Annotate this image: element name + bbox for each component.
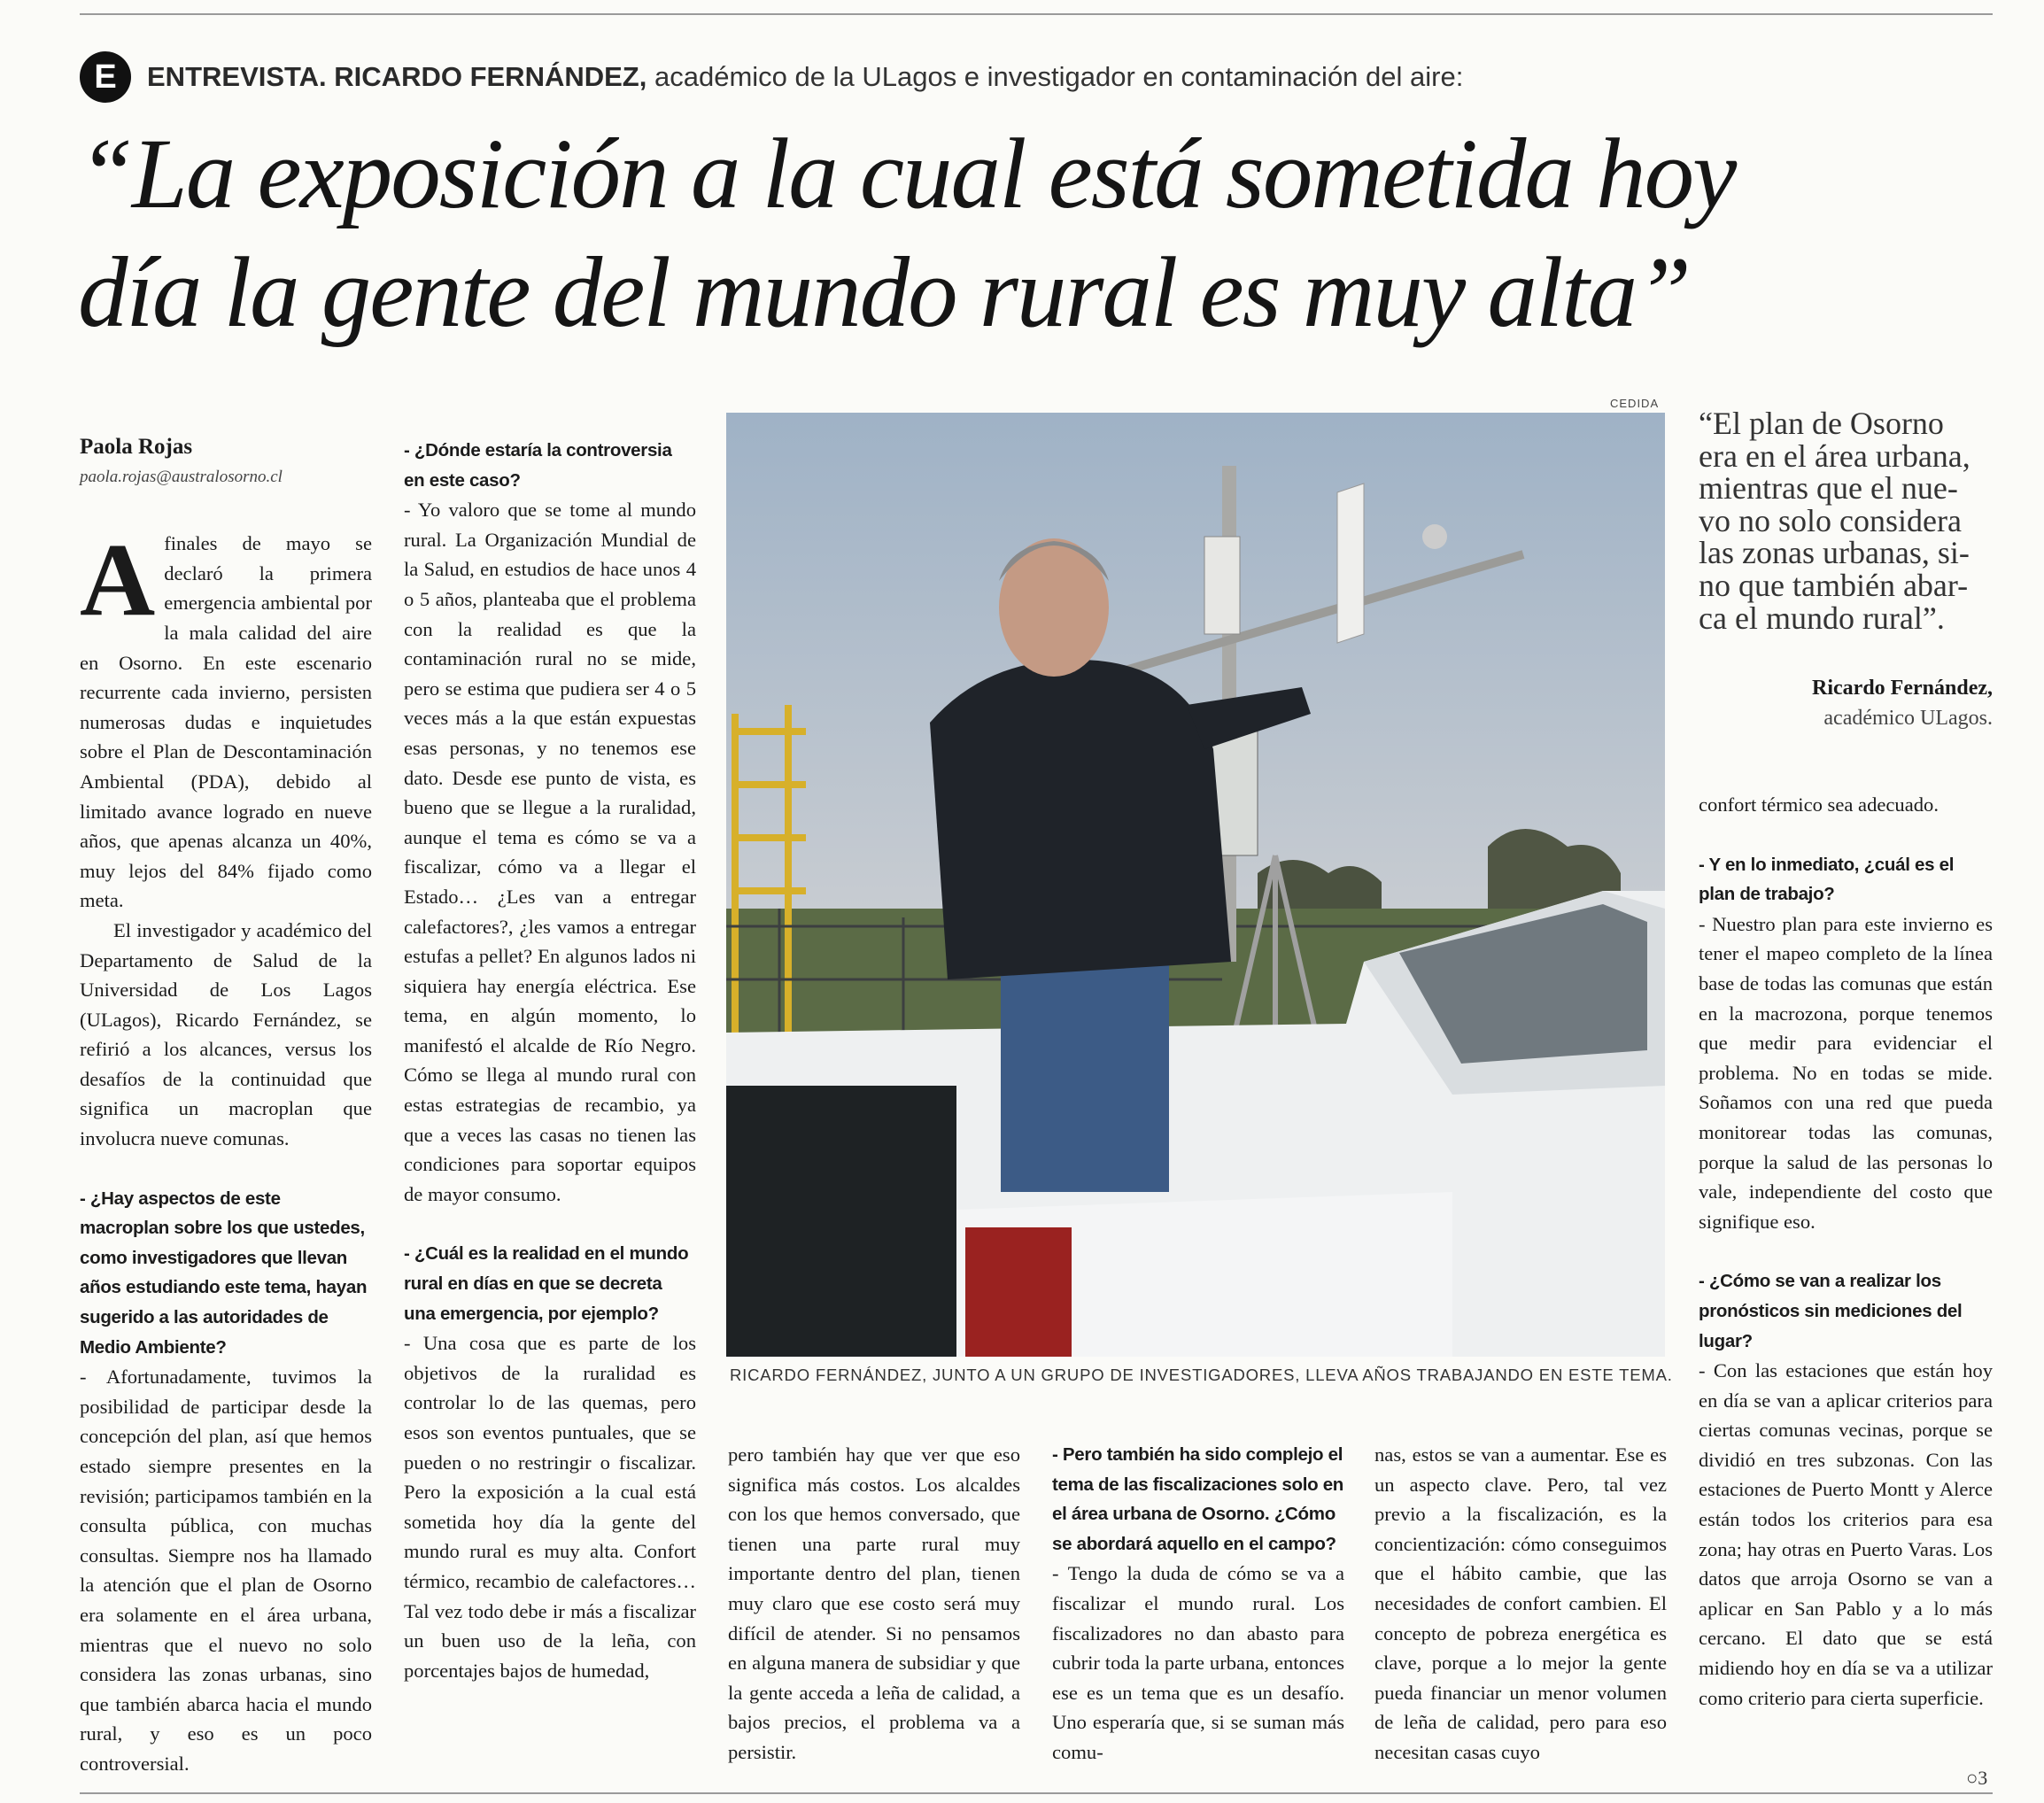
- answer-1: - Afortunadamente, tuvimos la posibilidad de participar desde la concepción del plan, así que hemos estado siempre presentes en la revisión; participamos también en la consulta pública, con muchas consultas. Siempre nos ha llamado la atención que el plan de Osorno era solamente en el área urbana, mientras que el nuevo no solo considera las zonas urbanas, sino que también abarca hacia el mundo rural, y eso es un poco controversial.: [80, 1366, 372, 1775]
- question-6: - ¿Cómo se van a realizar los pronósticos sin mediciones del lugar?: [1699, 1271, 1963, 1351]
- section-badge: E: [80, 51, 131, 103]
- column-5: [1374, 1440, 1667, 1768]
- tail-light: [965, 1227, 1072, 1357]
- paragraph-2: El investigador y académico del Departamento de Salud de la Universidad de Los Lagos (ULagos), Ricardo Fernández, se refirió a los alcances, versus los desafíos de la continuidad que significa un macroplan que involucra nueve comunas.: [80, 918, 372, 1150]
- headline-line-1: “La exposición a la cual está sometida hoy: [78, 119, 1736, 229]
- column-2: [404, 436, 696, 1685]
- photo-caption: RICARDO FERNÁNDEZ, JUNTO A UN GRUPO DE INVESTIGADORES, LLEVA AÑOS TRABAJANDO EN ESTE TEMA.: [730, 1366, 1673, 1384]
- continuation-line: confort térmico sea adecuado.: [1699, 793, 1939, 816]
- photo-credit: CEDIDA: [1610, 397, 1660, 410]
- pull-quote: [1699, 407, 2000, 634]
- answer-2: - Yo valoro que se tome al mundo rural. La Organización Mundial de la Salud, en estudios de hace unos 4 o 5 años, planteaba que el problema con la realidad es que la contaminación rural no se mide, pero se estima que pudiera ser 4 o 5 veces más a la que están expuestas esas personas, y no tenemos ese dato. Desde ese punto de vista, es bueno que se llegue a la ruralidad, aunque el tema es cómo se va a fiscalizar, cómo va a llegar el Estado… ¿Les van a entregar calefactores?, ¿les vamos a entregar estufas a pellet? En algunos lados ni siquiera hay energía eléctrica. Ese tema, en algún momento, lo manifestó el alcalde de Río Negro. Cómo se llega al mundo rural con estas estrategias de recambio, ya que a veces las casas no tienen las condiciones para soportar equipos de mayor consumo.: [404, 499, 696, 1205]
- pull-quote-title: académico ULagos.: [1823, 707, 1993, 730]
- answer-6: - Con las estaciones que están hoy en día se van a aplicar criterios para ciertas comunas vecinas, porque se dividió en tres subzonas. Con las estaciones de Puerto Montt y Alerce están todos los criterios para esa zona; hay otras en Puerto Varas. Los datos que arroja Osorno se van a aplicar en San Pablo y a lo más cercano. El dato que se está midiendo hoy en día se va a utilizar como criterio para cierta superficie.: [1699, 1359, 1993, 1709]
- headline: [78, 115, 2009, 352]
- question-2: - ¿Dónde estaría la controversia en este caso?: [404, 440, 672, 491]
- question-1: - ¿Hay aspectos de este macroplan sobre los que ustedes, como investigadores que llevan años estudiando este tema, hayan sugerido a las autoridades de Medio Ambiente?: [80, 1188, 368, 1358]
- pull-quote-line: mientras que el nue-: [1699, 470, 1958, 507]
- headline-line-2: día la gente del mundo rural es muy alta”: [78, 237, 1691, 348]
- top-rule: [80, 13, 1993, 15]
- pull-quote-line: ca el mundo rural”.: [1699, 600, 1945, 636]
- wind-vane: [1337, 484, 1364, 643]
- col3-paragraph: pero también hay que ver que eso significa más costos. Los alcaldes con los que hemos conversado, que tienen una parte rural muy importante dentro del plan, tienen muy claro que ese costo será muy difícil de atender. Si no pensamos en alguna manera de subsidiar y que la gente acceda a leña de calidad, a bajos precios, el problema va a persistir.: [728, 1443, 1020, 1763]
- column-3: [728, 1440, 1020, 1768]
- byline-email: paola.rojas@australosorno.cl: [80, 467, 283, 486]
- col5-paragraph: nas, estos se van a aumentar. Ese es un aspecto clave. Pero, tal vez previo a la fiscalización, es la concientización: cómo conseguimos que el hábito cambie, que las necesidades de confort cambien. El concepto de pobreza energética es clave, porque a lo mejor la gente pueda financiar un menor volumen de leña de calidad, pero para eso necesitan casas cuyo: [1374, 1443, 1667, 1763]
- question-3: - ¿Cuál es la realidad en el mundo rural en días en que se decreta una emergencia, por ejemplo?: [404, 1243, 689, 1324]
- intro-paragraph: Afinales de mayo se declaró la primera emergencia ambiental por la mala calidad del aire en Osorno. En este escenario recurrente cada invierno, persisten numerosas dudas e inquietudes sobre el Plan de Descontaminación Ambiental (PDA), debido al limitado avance logrado en nueve años, que apenas alcanza un 40%, muy lejos del 84% fijado como meta.: [80, 522, 372, 912]
- anemometer: [1422, 524, 1447, 549]
- section-kicker: [80, 48, 1463, 106]
- tailgate-shadow: [726, 1086, 956, 1357]
- drop-cap: A: [80, 522, 156, 638]
- pull-quote-line: vo no solo considera: [1699, 502, 1962, 538]
- question-4: - Pero también ha sido complejo el tema de las fiscalizaciones solo en el área urbana de Osorno. ¿Cómo se abordará aquello en el campo?: [1052, 1444, 1344, 1554]
- jacket: [930, 660, 1231, 979]
- kicker-label: ENTREVISTA.: [147, 61, 327, 92]
- answer-4: - Tengo la duda de cómo se va a fiscalizar el mundo rural. Los fiscalizadores no dan abasto para cubrir toda la parte urbana, entonces ese es un tema que es un desafío. Uno esperaría que, si se suman más comu-: [1052, 1562, 1344, 1763]
- question-5: - Y en lo inmediato, ¿cuál es el plan de trabajo?: [1699, 854, 1955, 905]
- answer-3: - Una cosa que es parte de los objetivos de la ruralidad es controlar lo de las quemas, pero esos son eventos puntuales, que se pueden o no restringir o fiscalizar. Pero la exposición a la cual está sometida hoy día la gente del mundo rural es muy alta. Confort térmico, recambio de calefactores…Tal vez todo debe ir más a fiscalizar un buen uso de la leña, con porcentajes bajos de humedad,: [404, 1332, 696, 1682]
- column-1: [80, 432, 372, 1779]
- pull-quote-line: las zonas urbanas, si-: [1699, 535, 1970, 571]
- answer-5: - Nuestro plan para este invierno es tener el mapeo completo de la línea base de todas las comunas que están en la macrozona, porque tenemos que medir para evidenciar el problema. No en todas se mide. Soñamos con una red que pueda monitorear todas las comunas, porque la salud de las personas lo vale, independiente del costo que signifique eso.: [1699, 912, 1993, 1233]
- photo: [726, 413, 1665, 1357]
- pull-quote-attribution: [1812, 673, 1993, 733]
- byline-author: Paola Rojas: [80, 435, 193, 459]
- pull-quote-line: no que también abar-: [1699, 567, 1969, 603]
- photo-illustration: [726, 413, 1665, 1357]
- end-mark: ○3: [1966, 1767, 1988, 1789]
- column-4: [1052, 1440, 1344, 1768]
- pull-quote-name: Ricardo Fernández,: [1812, 677, 1993, 700]
- kicker-description: académico de la ULagos e investigador en contaminación del aire:: [654, 61, 1464, 92]
- kicker-person: RICARDO FERNÁNDEZ,: [334, 61, 647, 92]
- sensor-shield: [1204, 537, 1240, 634]
- pull-quote-line: era en el área urbana,: [1699, 437, 1970, 474]
- bottom-rule: [80, 1792, 1993, 1794]
- column-6: [1699, 790, 1993, 1713]
- kicker-text: [147, 61, 1463, 93]
- pull-quote-line: “El plan de Osorno: [1699, 406, 1944, 441]
